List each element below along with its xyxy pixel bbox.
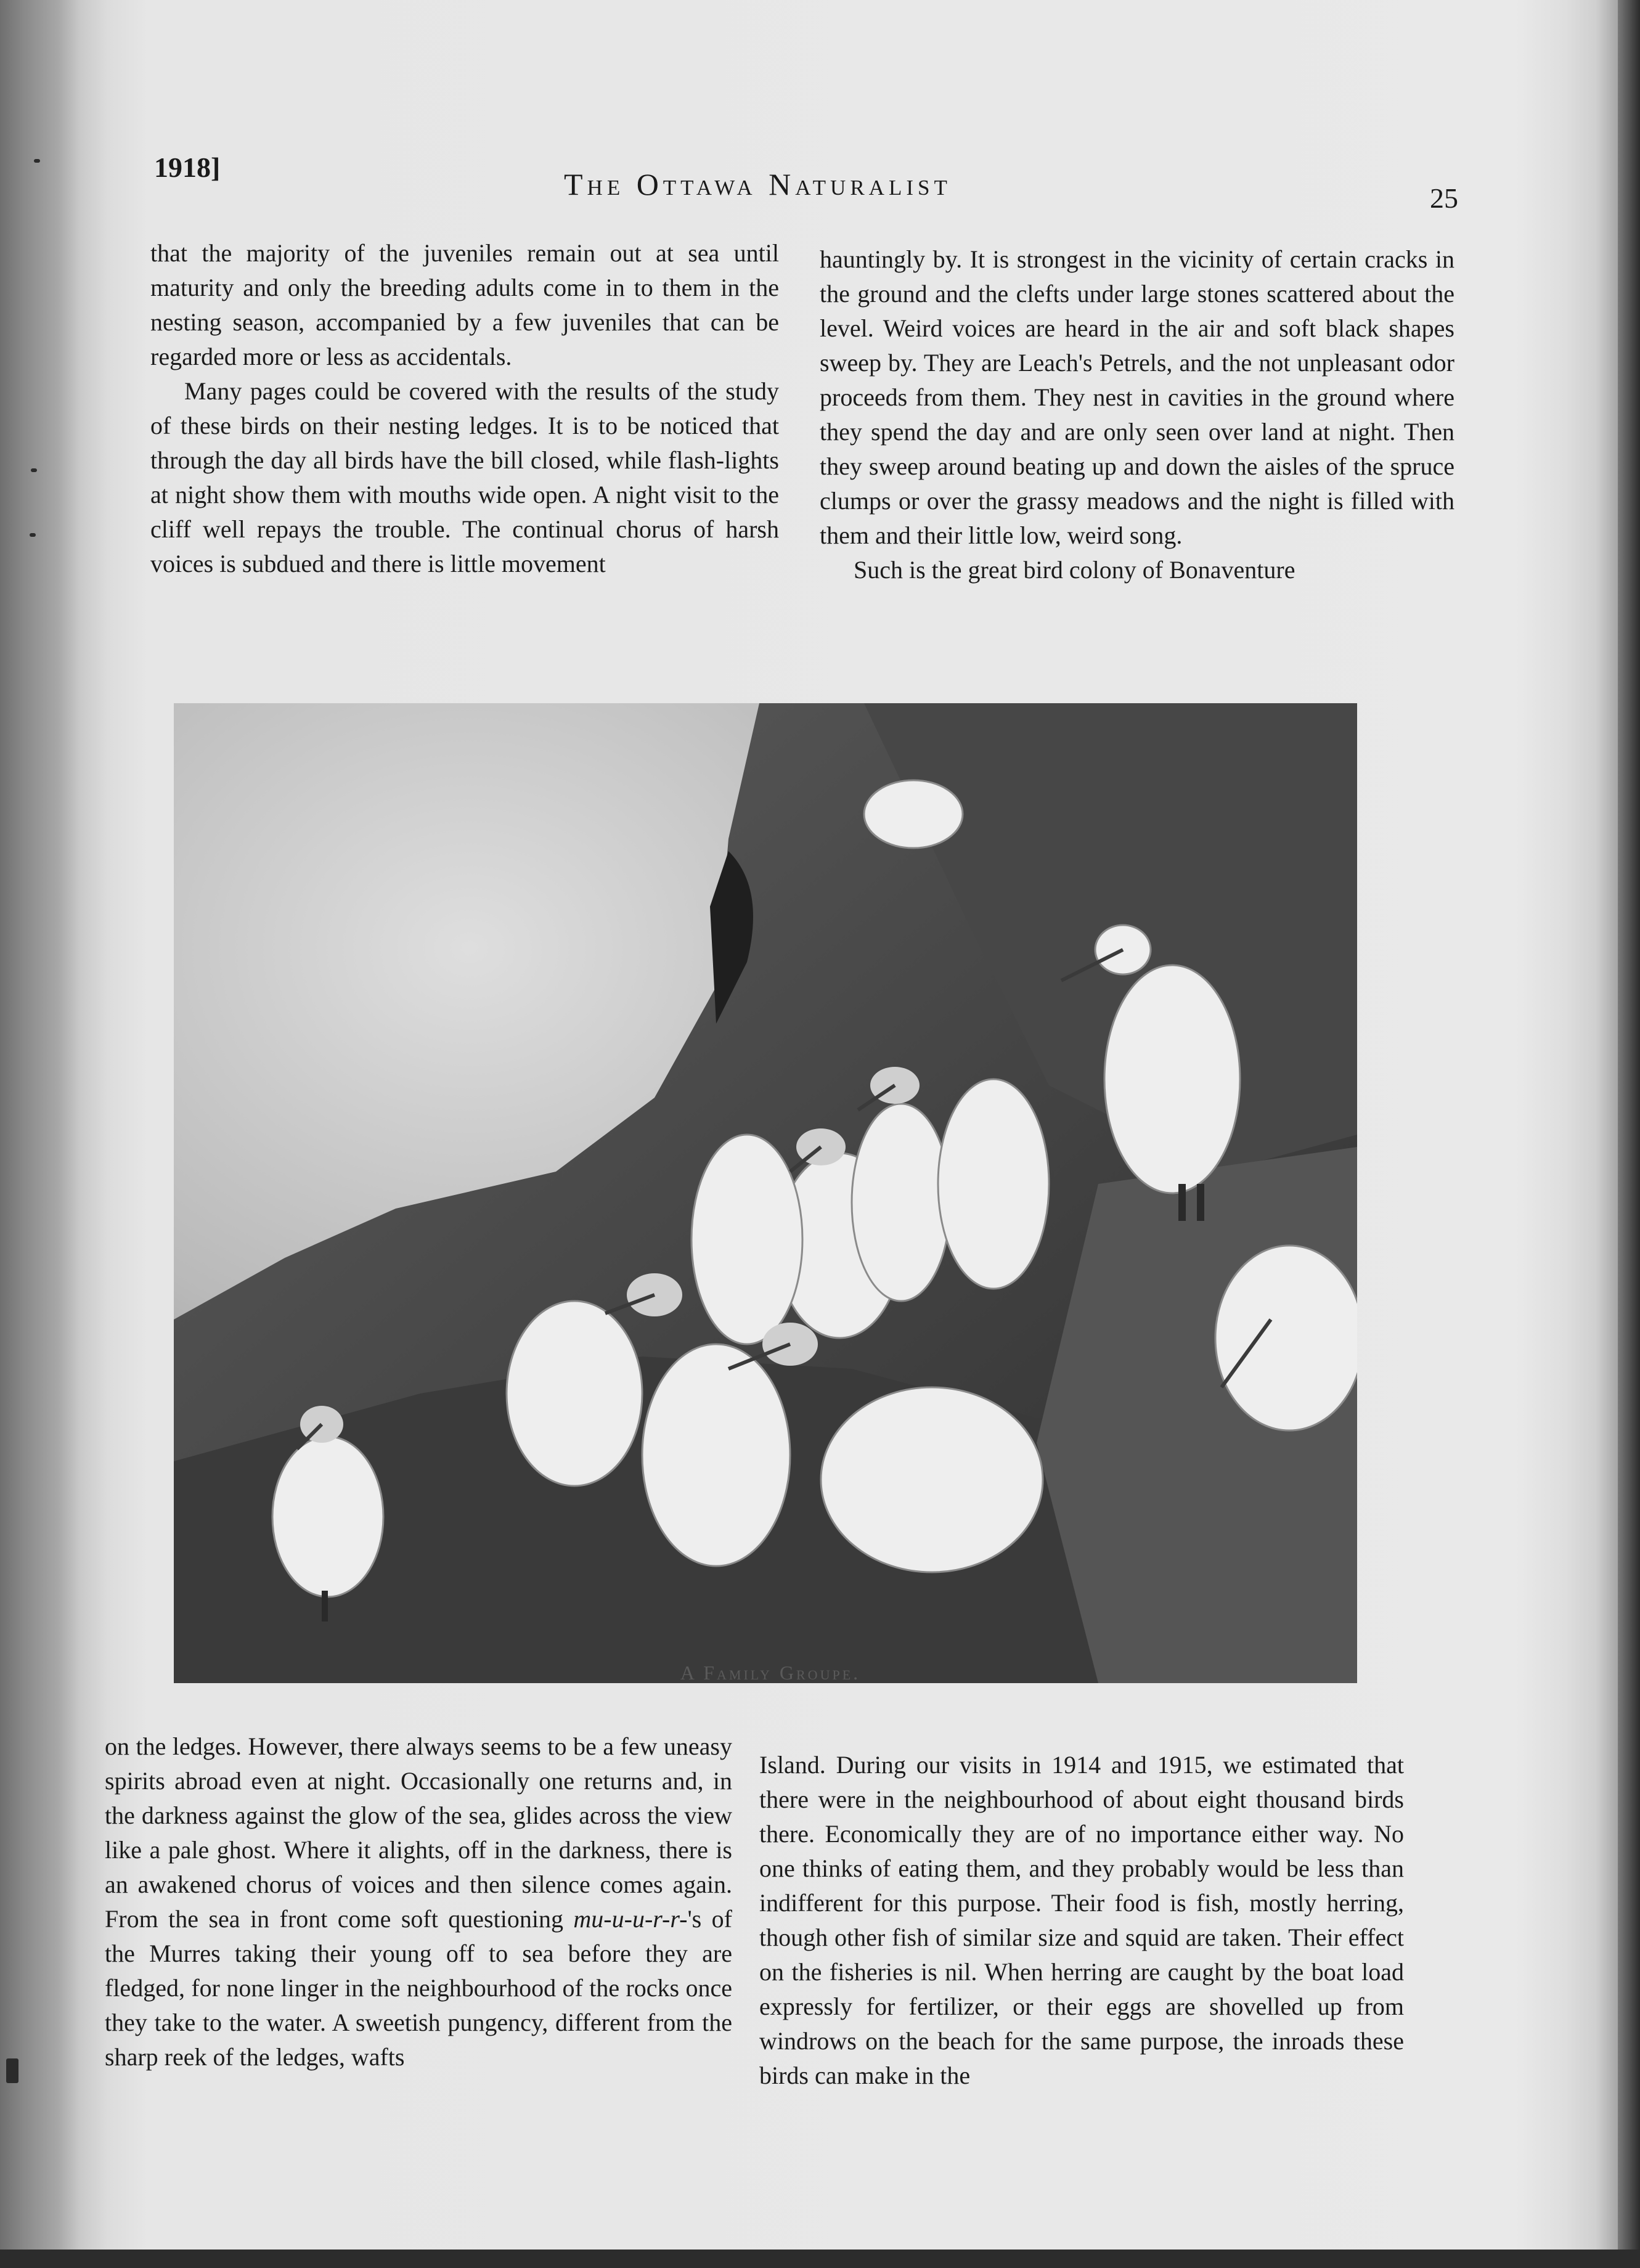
binding-mark [34,159,40,163]
running-header [154,148,1479,216]
page-number: 25 [1430,182,1458,214]
journal-title: The Ottawa Naturalist [564,167,952,202]
paragraph: Such is the great bird colony of Bonaventure [854,556,1295,584]
page-edge-bottom [0,2250,1640,2268]
paragraph: Island. During our visits in 1914 and 1915, we estimated that there were in the neighbourhood of about eight thousand birds there. Economically they are of no importance either way. No one thinks of eating them, and they probably would be less than indifferent for this purpose. Their food is fish, mostly herring, though other fish of similar size and squid are taken. Their effect on the fisheries is nil. When herring are caught by the boat load expressly for fertilizer, or their eggs are shovelled up from windrows on the beach for the same purpose, the inroads these birds can make in the [759,1751,1404,2089]
binding-mark [31,468,37,472]
figure-caption: A Family Groupe. [680,1662,861,1684]
column-bottom-right [759,1748,1404,2093]
paragraph: hauntingly by. It is strongest in the vicinity of certain cracks in the ground and the clefts under large stones scattered about the level. Weird voices are heard in the air and soft black shapes sweep by. They are Leach's Petrels, and the not unpleasant odor proceeds from them. They nest in cavities in the ground where they spend the day and are only seen over land at night. Then they sweep around beating up and down the aisles of the spruce clumps or over the grassy meadows and the night is filled with them and their little low, weird song. [820,245,1454,549]
paragraph [105,1729,732,2074]
column-bottom-left [105,1729,732,2074]
italic-term: mu-u-u-r-r- [573,1905,688,1933]
binding-mark [6,2058,18,2083]
paragraph-text: on the ledges. However, there always seems to be a few uneasy spirits abroad even at night. Occasionally one returns and, in the darkness against the glow of the sea, glides across the view like a pale ghost. Where it alights, off in the darkness, there is an awakened chorus of voices and then silence comes again. From the sea in front come soft questioning [105,1732,732,1933]
binding-mark [30,533,36,537]
column-top-right [820,242,1454,587]
paragraph-text: 's of the Murres taking their young off to sea before they are fledged, for none linger in the neighbourhood of the rocks once they take to the water. A sweetish pungency, different from the sharp reek of the ledges, wafts [105,1905,733,2071]
paragraph: Many pages could be covered with the results of the study of these birds on their nesting ledges. It is to be noticed that through the day all birds have the bill closed, while flash-lights at night show them with mouths wide open. A night visit to the cliff well repays the trouble. The continual chorus of harsh voices is subdued and there is little movement [150,377,779,577]
header-year: 1918] [154,152,221,183]
column-top-left [150,236,779,581]
paragraph: that the majority of the juveniles remain out at sea until maturity and only the breeding adults come in to them in the nesting season, accompanied by a few juveniles that can be regarded more or less as accidentals. [150,239,779,370]
gannet-family-photograph [174,703,1357,1683]
page-edge-right [1618,0,1640,2268]
